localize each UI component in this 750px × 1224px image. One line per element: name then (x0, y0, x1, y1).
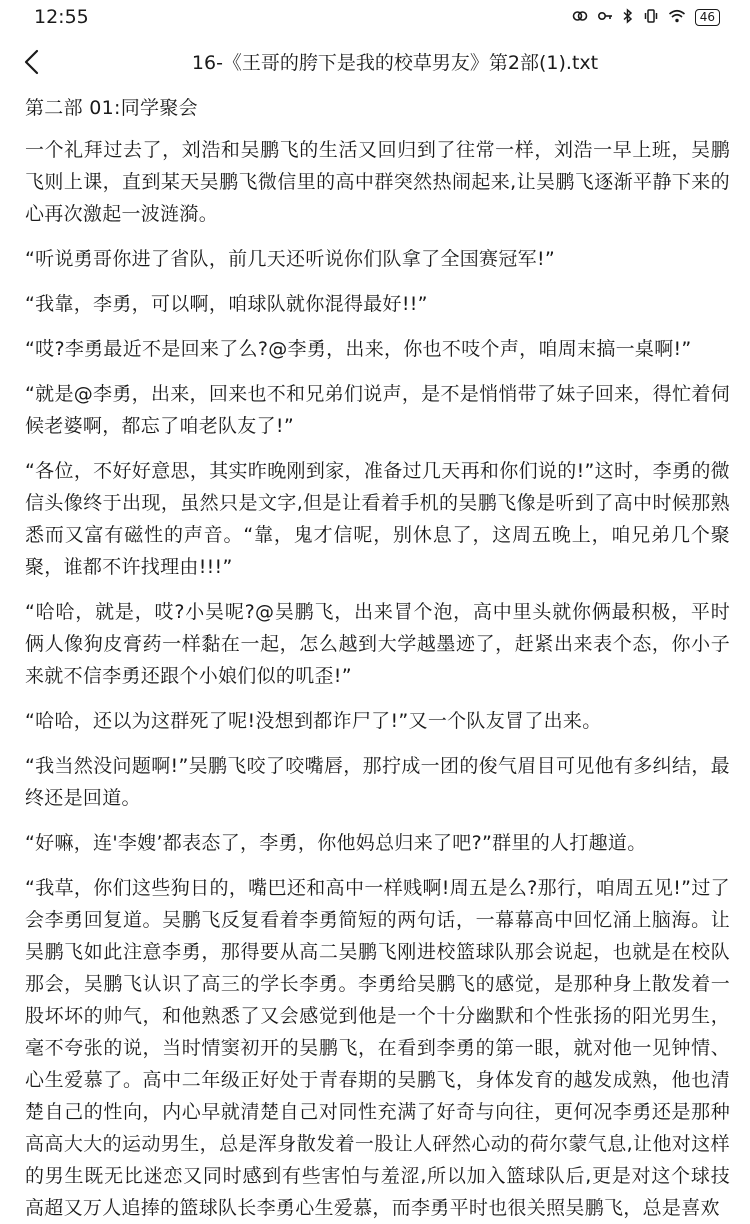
hotspot-icon (572, 8, 588, 27)
paragraph: “哈哈，就是，哎?小吴呢?@吴鹏飞，出来冒个泡，高中里头就你俩最积极，平时俩人像狗皮膏药一样黏在一起，怎么越到大学越墨迹了，赶紧出来表个态，你小子来就不信李勇还跟个小娘们似的叽歪!” (25, 601, 730, 687)
paragraph: “哈哈，还以为这群死了呢!没想到都诈尸了!”又一个队友冒了出来。 (25, 710, 602, 732)
paragraph: “就是@李勇，出来，回来也不和兄弟们说声，是不是悄悄带了妹子回来，得忙着伺候老婆啊，都忘了咱老队友了!” (25, 383, 730, 437)
paragraph: “各位，不好好意思，其实昨晚刚到家，准备过几天再和你们说的!”这时，李勇的微信头像终于出现，虽然只是文字,但是让看着手机的吴鹏飞像是听到了高中时候那熟悉而又富有磁性的声音。“靠，鬼才信呢，别休息了，这周五晚上，咱兄弟几个聚聚，谁都不许找理由!!!” (25, 460, 730, 578)
paragraph: “听说勇哥你进了省队，前几天还听说你们队拿了全国赛冠军!” (25, 248, 556, 270)
paragraph: “哎?李勇最近不是回来了么?@李勇，出来，你也不吱个声，咱周末搞一桌啊!” (25, 338, 692, 360)
paragraph: “好嘛，连'李嫂’都表态了，李勇，你他妈总归来了吧?”群里的人打趣道。 (25, 832, 647, 854)
status-icons (572, 8, 720, 27)
paragraph: “我当然没问题啊!”吴鹏飞咬了咬嘴唇，那拧成一团的俊气眉目可见他有多纠结，最终还是回道。 (25, 755, 730, 809)
bluetooth-icon (622, 8, 634, 27)
battery-icon: 46 (695, 9, 720, 26)
paragraph: “我草，你们这些狗日的，嘴巴还和高中一样贱啊!周五是么?那行，咱周五见!”过了会李勇回复道。吴鹏飞反复看着李勇简短的两句话，一幕幕高中回忆涌上脑海。让吴鹏飞如此注意李勇，那得要从高二吴鹏飞刚进校篮球队那会说起，也就是在校队那会，吴鹏飞认识了高三的学长李勇。李勇给吴鹏飞的感觉，是那种身上散发着一股坏坏的帅气，和他熟悉了又会感觉到他是一个十分幽默和个性张扬的阳光男生，毫不夸张的说，当时情窦初开的吴鹏飞，在看到李勇的第一眼，就对他一见钟情、心生爱慕了。高中二年级正好处于青春期的吴鹏飞，身体发育的越发成熟，他也清楚自己的性向，内心早就清楚自己对同性充满了好奇与向往，更何况李勇还是那种高高大大的运动男生，总是浑身散发着一股让人砰然心动的荷尔蒙气息,让他对这样的男生既无比迷恋又同时感到有些害怕与羞涩,所以加入篮球队后,更是对这个球技高超又万人追捧的篮球队长李勇心生爱慕，而李勇平时也很关照吴鹏飞，总是喜欢 (25, 877, 730, 1219)
document-text[interactable] (25, 92, 730, 1219)
vibrate-icon (643, 8, 659, 27)
chevron-left-icon (23, 49, 41, 75)
back-button[interactable] (16, 42, 48, 82)
paragraph: 一个礼拜过去了，刘浩和吴鹏飞的生活又回归到了往常一样，刘浩一早上班，吴鹏飞则上课，直到某天吴鹏飞微信里的高中群突然热闹起来,让吴鹏飞逐渐平静下来的心再次激起一波涟漪。 (25, 139, 730, 225)
status-bar (0, 0, 750, 36)
wifi-icon (668, 8, 686, 27)
page-title: 16-《王哥的胯下是我的校草男友》第2部(1).txt (191, 52, 599, 74)
nav-bar (0, 40, 750, 84)
chapter-heading: 第二部 01:同学聚会 (25, 97, 198, 119)
key-icon (597, 8, 613, 27)
status-time: 12:55 (34, 6, 89, 28)
paragraph: “我靠，李勇，可以啊，咱球队就你混得最好!!” (25, 293, 428, 315)
